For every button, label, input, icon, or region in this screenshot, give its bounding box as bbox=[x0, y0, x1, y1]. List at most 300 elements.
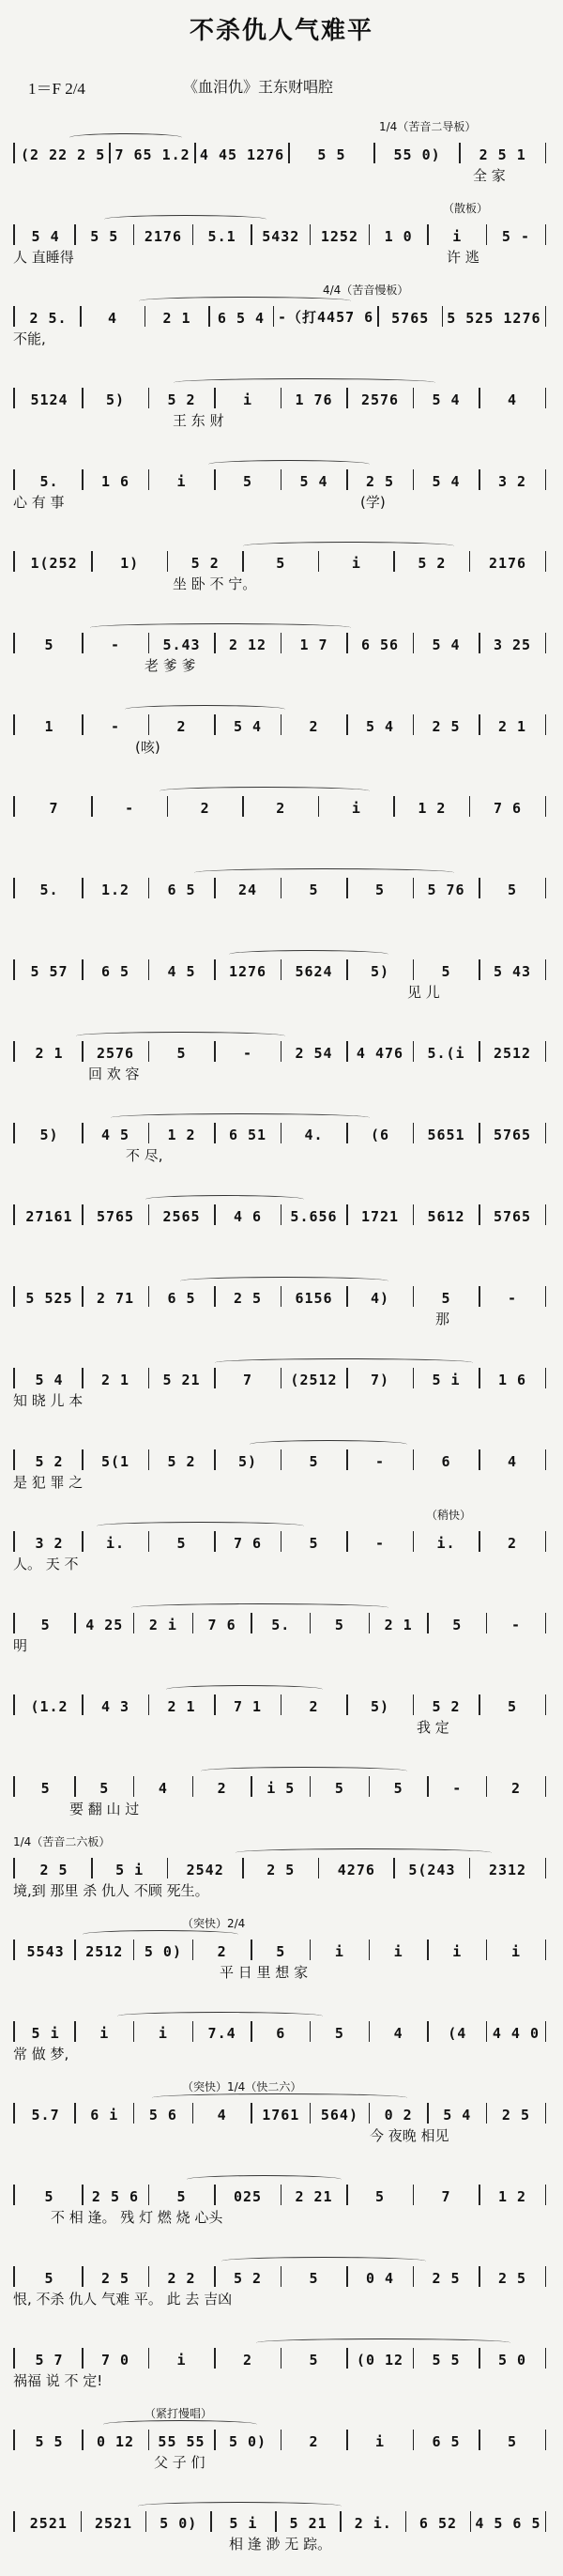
measure: 27161 bbox=[25, 1208, 73, 1225]
lyric-row bbox=[13, 1390, 550, 1411]
lyric-text: 平 日 里 想 家 bbox=[220, 1964, 309, 1981]
bar-line bbox=[413, 1286, 415, 1307]
bar-line bbox=[148, 2185, 150, 2205]
measure: 0 4 bbox=[365, 2270, 395, 2287]
measure: i bbox=[242, 391, 253, 408]
bar-line bbox=[469, 796, 471, 817]
lyric-row bbox=[13, 1717, 550, 1738]
bar-line bbox=[148, 1041, 150, 1062]
tempo-marking: （突快）1/4（快二六） bbox=[182, 2080, 302, 2093]
bar-line bbox=[413, 633, 415, 653]
bar-line bbox=[346, 1286, 348, 1307]
measure: 5 bbox=[309, 2352, 319, 2369]
lyric-row bbox=[13, 247, 550, 268]
bar-line bbox=[145, 2511, 147, 2532]
slur-mark bbox=[215, 1358, 473, 1367]
slur-mark bbox=[243, 542, 454, 550]
lyric-row bbox=[13, 2044, 550, 2064]
slur-mark bbox=[131, 1603, 388, 1612]
bar-line bbox=[413, 2430, 415, 2450]
measure: 55 0) bbox=[393, 146, 441, 163]
measure: 2 1 bbox=[497, 718, 527, 735]
bar-line bbox=[242, 551, 244, 572]
measure: 7 bbox=[441, 2188, 451, 2205]
notation-row bbox=[13, 633, 550, 653]
measure: 3 2 bbox=[35, 1535, 64, 1552]
bar-line bbox=[281, 1368, 282, 1388]
lyric-row bbox=[13, 737, 550, 758]
measure: 2 5 bbox=[365, 473, 395, 490]
notation-row bbox=[13, 224, 550, 245]
bar-line bbox=[281, 959, 282, 980]
bar-line bbox=[281, 1041, 282, 1062]
bar-line bbox=[545, 1776, 547, 1797]
score-line bbox=[13, 458, 550, 513]
bar-line bbox=[74, 1613, 76, 1633]
bar-line bbox=[369, 2021, 371, 2042]
measure: 5 bbox=[393, 1780, 403, 1797]
lyric-row bbox=[13, 329, 550, 349]
measure: 2 5. bbox=[29, 310, 68, 327]
measure: 5 bbox=[334, 1780, 344, 1797]
lyric-text: 许 逃 bbox=[447, 249, 479, 266]
bar-line bbox=[281, 2185, 282, 2205]
bar-line bbox=[82, 1531, 84, 1552]
measure: 5 bbox=[374, 882, 386, 898]
measure: 5 bbox=[334, 1617, 344, 1633]
lyric-row bbox=[13, 1472, 550, 1493]
bar-line bbox=[479, 1694, 480, 1715]
measure: 4 bbox=[217, 2107, 227, 2124]
bar-line bbox=[281, 878, 282, 898]
bar-line bbox=[214, 1123, 216, 1143]
bar-line bbox=[545, 469, 547, 490]
measure: 5.1 bbox=[207, 228, 236, 245]
bar-line bbox=[273, 306, 275, 327]
notation-row bbox=[13, 1694, 550, 1715]
measure: 5 0) bbox=[144, 1943, 182, 1960]
bar-line bbox=[167, 796, 169, 817]
measure: 2 5 bbox=[39, 1862, 68, 1878]
lyric-row bbox=[13, 1554, 550, 1574]
score-line bbox=[13, 948, 550, 1003]
bar-line bbox=[281, 1204, 282, 1225]
lyric-text: 不 尽, bbox=[126, 1147, 163, 1164]
measure: (2 22 2 5 bbox=[21, 146, 106, 163]
score-line bbox=[13, 120, 550, 186]
slur-mark bbox=[174, 378, 435, 387]
bar-line bbox=[545, 1041, 547, 1062]
lyric-row bbox=[13, 165, 550, 186]
measure: 6 5 bbox=[432, 2433, 461, 2450]
bar-line bbox=[486, 1940, 488, 1960]
measure: 2 bbox=[507, 1535, 518, 1552]
measure: 5 4 bbox=[31, 228, 60, 245]
measure: 1 7 bbox=[299, 636, 328, 653]
bar-line bbox=[214, 2430, 216, 2450]
measure: 5765 bbox=[493, 1208, 532, 1225]
lyric-row bbox=[13, 982, 550, 1003]
measure: 2512 bbox=[85, 1943, 124, 1960]
slur-mark bbox=[145, 1195, 304, 1204]
measure: 7 6 bbox=[233, 1535, 263, 1552]
measure: 4 25 bbox=[85, 1617, 124, 1633]
lyric-row bbox=[13, 1799, 550, 1819]
bar-line bbox=[281, 1123, 282, 1143]
measure: 2521 bbox=[29, 2515, 68, 2532]
measure: 5 bbox=[276, 555, 286, 572]
measure: 5 bbox=[176, 1535, 187, 1552]
bar-line bbox=[545, 633, 547, 653]
bar-line bbox=[427, 2103, 429, 2124]
measure: 2 1 bbox=[100, 1372, 130, 1388]
lyric-text: 不能, bbox=[13, 330, 46, 347]
lyric-text: 见 儿 bbox=[407, 984, 440, 1001]
measure: 5 43 bbox=[493, 963, 532, 980]
measure: 2 bbox=[217, 1780, 227, 1797]
bar-line bbox=[214, 469, 216, 490]
bar-line bbox=[413, 1041, 415, 1062]
measure: 5 bbox=[176, 2188, 187, 2205]
measure: i bbox=[351, 800, 361, 817]
measure: 5 2 bbox=[167, 1453, 196, 1470]
notation-row bbox=[13, 878, 550, 898]
measure: 5 bbox=[507, 882, 518, 898]
notation-row bbox=[13, 2266, 550, 2287]
measure: 5.(i bbox=[427, 1045, 465, 1062]
measure: 5 bbox=[99, 1780, 110, 1797]
measure: - bbox=[125, 800, 135, 817]
measure: 5 2 bbox=[190, 555, 220, 572]
bar-line bbox=[148, 2266, 150, 2287]
measure: i 5 bbox=[266, 1780, 296, 1797]
bar-line bbox=[148, 1694, 150, 1715]
measure: 2 5 bbox=[233, 1290, 263, 1307]
measure: i bbox=[334, 1943, 344, 1960]
measure: 2 bbox=[217, 1943, 227, 1960]
measure: 4 4 0 bbox=[492, 2025, 540, 2042]
slur-mark bbox=[166, 1685, 323, 1694]
measure: (2512 bbox=[290, 1372, 338, 1388]
bar-line bbox=[148, 388, 150, 408]
measure: 2 i. bbox=[354, 2515, 392, 2532]
slur-mark bbox=[229, 950, 388, 958]
measure: 4) bbox=[370, 1290, 390, 1307]
measure: 5 bbox=[309, 1535, 319, 1552]
bar-line bbox=[251, 224, 252, 245]
measure: 1252 bbox=[320, 228, 358, 245]
slur-mark bbox=[201, 1767, 407, 1775]
score-line bbox=[13, 202, 550, 268]
bar-line bbox=[545, 2021, 547, 2042]
measure: 2 1 bbox=[35, 1045, 64, 1062]
measure: 5 2 bbox=[233, 2270, 263, 2287]
notation-row bbox=[13, 2348, 550, 2369]
measure: 5 4 bbox=[432, 473, 461, 490]
bar-line bbox=[74, 2103, 76, 2124]
lyric-row bbox=[13, 900, 550, 921]
score-line bbox=[13, 866, 550, 921]
measure: 6 5 bbox=[167, 882, 196, 898]
bar-line bbox=[210, 2511, 212, 2532]
measure: 5. bbox=[39, 882, 59, 898]
lyric-row bbox=[13, 1064, 550, 1084]
bar-line bbox=[413, 1531, 415, 1552]
slur-mark bbox=[208, 460, 370, 468]
lyric-text: 全 家 bbox=[473, 167, 506, 184]
measure: i bbox=[158, 2025, 168, 2042]
bar-line bbox=[413, 388, 415, 408]
bar-line bbox=[251, 1940, 252, 1960]
measure: 2 i bbox=[148, 1617, 177, 1633]
score-line bbox=[13, 284, 550, 349]
measure: 4 bbox=[507, 391, 518, 408]
lyric-text: 我 定 bbox=[417, 1719, 449, 1736]
bar-line bbox=[413, 2185, 415, 2205]
notation-row bbox=[13, 2021, 550, 2042]
bar-line bbox=[133, 1613, 135, 1633]
slur-mark bbox=[111, 1113, 370, 1122]
bar-line bbox=[346, 2266, 348, 2287]
bar-line bbox=[340, 2511, 342, 2532]
measure: 2 12 bbox=[228, 636, 267, 653]
measure: 5 7 bbox=[35, 2352, 64, 2369]
measure: 5765 bbox=[493, 1127, 532, 1143]
bar-line bbox=[281, 714, 282, 735]
bar-line bbox=[479, 633, 480, 653]
bar-line bbox=[545, 2430, 547, 2450]
notation-row bbox=[13, 2103, 550, 2124]
measure: 5.656 bbox=[290, 1208, 338, 1225]
lyric-text: 相 逢 渺 无 踪。 bbox=[229, 2536, 332, 2553]
bar-line bbox=[82, 1123, 84, 1143]
measure: 6 5 bbox=[167, 1290, 196, 1307]
measure: 5765 bbox=[391, 310, 430, 327]
bar-line bbox=[346, 1449, 348, 1470]
bar-line bbox=[281, 1694, 282, 1715]
score-line bbox=[13, 2407, 550, 2473]
measure: 2 bbox=[242, 2352, 253, 2369]
lyric-text: 人 直睡得 bbox=[13, 249, 74, 266]
notation-row bbox=[13, 1776, 550, 1797]
bar-line bbox=[214, 1694, 216, 1715]
bar-line bbox=[214, 633, 216, 653]
lyric-row bbox=[13, 1962, 550, 1983]
bar-line bbox=[214, 878, 216, 898]
measure: 1 76 bbox=[295, 391, 333, 408]
notation-row bbox=[13, 1613, 550, 1633]
slur-mark bbox=[103, 2420, 257, 2429]
bar-line bbox=[459, 143, 461, 163]
measure: - bbox=[110, 718, 121, 735]
notation-row bbox=[13, 306, 550, 327]
bar-line bbox=[486, 2021, 488, 2042]
measure: 4 3 bbox=[100, 1698, 130, 1715]
slur-mark bbox=[250, 1440, 407, 1449]
bar-line bbox=[413, 1123, 415, 1143]
bar-line bbox=[82, 388, 84, 408]
bar-line bbox=[545, 1531, 547, 1552]
bar-line bbox=[318, 551, 320, 572]
lyric-row bbox=[13, 655, 550, 676]
score-line bbox=[13, 1835, 550, 1901]
measure: 7 bbox=[49, 800, 59, 817]
bar-line bbox=[82, 959, 84, 980]
score-line bbox=[13, 2500, 550, 2554]
slur-mark bbox=[117, 2012, 323, 2020]
score-line bbox=[13, 1193, 550, 1248]
bar-line bbox=[242, 796, 244, 817]
bar-line bbox=[133, 2021, 135, 2042]
measure: 5 bbox=[44, 2188, 54, 2205]
bar-line bbox=[427, 1613, 429, 1633]
measure: 1(252 bbox=[30, 555, 78, 572]
bar-line bbox=[133, 1940, 135, 1960]
bar-line bbox=[82, 1449, 84, 1470]
bar-line bbox=[413, 1449, 415, 1470]
measure: 1 6 bbox=[497, 1372, 527, 1388]
score-line bbox=[13, 703, 550, 758]
bar-line bbox=[310, 1940, 312, 1960]
measure: 5. bbox=[271, 1617, 291, 1633]
bar-line bbox=[479, 1531, 480, 1552]
score-line bbox=[13, 1509, 550, 1574]
bar-line bbox=[192, 2103, 194, 2124]
measure: 2 bbox=[309, 718, 319, 735]
measure: 5 i bbox=[115, 1862, 145, 1878]
bar-line bbox=[479, 2348, 480, 2369]
bar-line bbox=[281, 1531, 282, 1552]
score-line bbox=[13, 1112, 550, 1166]
bar-line bbox=[486, 1613, 488, 1633]
measure: 5 bbox=[309, 2270, 319, 2287]
measure: 1276 bbox=[228, 963, 267, 980]
measure: 2576 bbox=[96, 1045, 135, 1062]
bar-line bbox=[346, 469, 348, 490]
measure: i bbox=[374, 2433, 386, 2450]
bar-line bbox=[82, 2430, 84, 2450]
bar-line bbox=[479, 1041, 480, 1062]
notation-row bbox=[13, 1204, 550, 1225]
score-line bbox=[13, 1275, 550, 1329]
bar-line bbox=[82, 1204, 84, 1225]
bar-line bbox=[479, 959, 480, 980]
lyric-row bbox=[13, 492, 550, 513]
key-signature: 1＝F 2/4 bbox=[28, 80, 85, 98]
measure: 6 bbox=[441, 1453, 451, 1470]
bar-line bbox=[545, 2511, 547, 2532]
measure: 7) bbox=[370, 1372, 390, 1388]
measure: 6 56 bbox=[360, 636, 400, 653]
measure: 2 bbox=[200, 800, 210, 817]
measure: 5 4 bbox=[432, 391, 461, 408]
measure: 5 4 bbox=[365, 718, 395, 735]
measure: 7 6 bbox=[207, 1617, 236, 1633]
measure: - bbox=[510, 1617, 521, 1633]
bar-line bbox=[82, 878, 84, 898]
score-line bbox=[13, 621, 550, 676]
bar-line bbox=[148, 2430, 150, 2450]
bar-line bbox=[393, 551, 395, 572]
measure: (0 12 bbox=[356, 2352, 404, 2369]
bar-line bbox=[479, 878, 480, 898]
measure: 1 2 bbox=[167, 1127, 196, 1143]
bar-line bbox=[133, 1776, 135, 1797]
score-line bbox=[13, 1602, 550, 1656]
measure: 5 2 bbox=[167, 391, 196, 408]
bar-line bbox=[214, 1368, 216, 1388]
measure: 5 4 bbox=[432, 636, 461, 653]
bar-line bbox=[281, 2430, 282, 2450]
measure: 1721 bbox=[360, 1208, 400, 1225]
lyric-text: 恨, 不杀 仇人 气难 平。 此 去 吉凶 bbox=[13, 2291, 233, 2308]
tempo-marking: （紧打慢唱） bbox=[145, 2407, 213, 2420]
bar-line bbox=[545, 1694, 547, 1715]
slur-mark bbox=[138, 2502, 342, 2510]
measure: - bbox=[507, 1290, 518, 1307]
measure: 0 12 bbox=[96, 2433, 135, 2450]
bar-line bbox=[413, 1368, 415, 1388]
measure: 2 71 bbox=[96, 1290, 135, 1307]
bar-line bbox=[214, 714, 216, 735]
measure: 5 bbox=[44, 636, 54, 653]
measure: 1 2 bbox=[497, 2188, 527, 2205]
notation-row bbox=[13, 551, 550, 572]
measure: 5 2 bbox=[432, 1698, 461, 1715]
measure: 4276 bbox=[337, 1862, 375, 1878]
bar-line bbox=[413, 2266, 415, 2287]
measure: i bbox=[510, 1943, 521, 1960]
notation-row bbox=[13, 2511, 550, 2532]
bar-line bbox=[486, 1776, 488, 1797]
score-line bbox=[13, 2080, 550, 2146]
measure: 5 4 bbox=[299, 473, 328, 490]
lyric-row bbox=[13, 2534, 550, 2554]
bar-line bbox=[82, 469, 84, 490]
bar-line bbox=[251, 2103, 252, 2124]
bar-line bbox=[545, 1940, 547, 1960]
score-line bbox=[13, 540, 550, 594]
bar-line bbox=[192, 2021, 194, 2042]
lyric-row bbox=[13, 2289, 550, 2309]
bar-line bbox=[545, 1204, 547, 1225]
measure: 4 45 1276 bbox=[199, 146, 285, 163]
measure: 2512 bbox=[493, 1045, 532, 1062]
bar-line bbox=[479, 714, 480, 735]
measure: (4 bbox=[448, 2025, 467, 2042]
score-line bbox=[13, 376, 550, 431]
measure: 2 5 bbox=[100, 2270, 130, 2287]
bar-line bbox=[545, 2185, 547, 2205]
measure: 5 76 bbox=[427, 882, 465, 898]
bar-line bbox=[479, 2266, 480, 2287]
bar-line bbox=[479, 1449, 480, 1470]
lyric-row bbox=[13, 2207, 550, 2228]
measure: 7 6 bbox=[493, 800, 523, 817]
bar-line bbox=[192, 224, 194, 245]
bar-line bbox=[91, 551, 93, 572]
lyric-text: (学) bbox=[360, 494, 386, 511]
lyric-text: 不 相 逢。 残 灯 燃 烧 心头 bbox=[51, 2209, 223, 2226]
slur-mark bbox=[83, 1930, 238, 1939]
measure: 5 i bbox=[31, 2025, 60, 2042]
measure: 5624 bbox=[295, 963, 333, 980]
measure: i bbox=[176, 2352, 187, 2369]
measure: 5 0 bbox=[497, 2352, 527, 2369]
measure: 5 bbox=[176, 1045, 187, 1062]
bar-line bbox=[545, 2348, 547, 2369]
bar-line bbox=[545, 1858, 547, 1878]
